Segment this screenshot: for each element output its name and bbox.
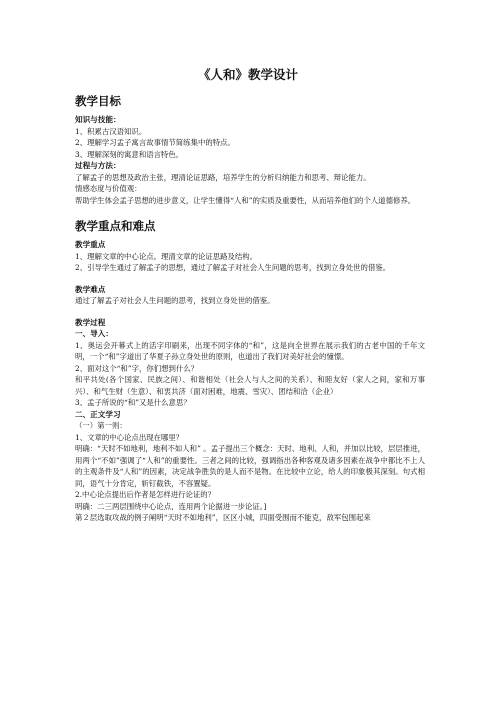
list-item: 和平共处(各个国家、民族之间）、和谐相处（社会人与人之间的关系）、和睦友好（家人之间，家和万事兴）、和气生财（生意）、和衷共济（面对困难，地震、雪灾）、团结和洽（企业） [75,375,425,396]
list-item: 明确：“天时不如地利，地利不如人和” 。孟子提出三个概念：天时、地利、人和，并加以比较，层层推进，用两个“不如”强调了“人和”的重要性。三者之间的比较，强调指出各种客观及诸多因素在战争中都比不上人的主观条件及“人和”的因素，决定战争胜负的是人而不是物。在比较中立论，给人的印象极其深刻。句式相同，语气十分肯定，斩钉截铁，不容置疑。 [75,444,425,488]
list-item: 1、积累古汉语知识。 [75,126,147,136]
list-item: 3、孟子所说的“和”又是什么意思？ [75,398,191,407]
subheading-knowledge: 知识与技能： [75,115,121,124]
section-heading-goals: 教学目标 [75,94,121,108]
list-item: 2、面对这个“和”字，你们想到什么？ [75,363,199,373]
list-item: 1、文章的中心论点出现在哪里？ [75,432,184,442]
subheading-process: 过程与方法： [75,161,121,170]
paragraph: 了解孟子的思想及政治主张，理清论证思路，培养学生的分析归纳能力和思考、辩论能力。 [75,172,371,182]
list-item: 3、理解深刻的寓意和语言特色。 [75,149,184,159]
list-item: 明确：二三两层围绕中心论点，连用两个论据进一步论证。] [75,501,267,511]
subheading-focus: 教学重点 [75,240,106,249]
paragraph: 通过了解孟子对社会人生问题的思考，找到立身处世的借鉴。 [75,296,275,305]
page-title: 《人和》教学设计 [197,67,298,82]
paragraph: 帮助学生体会孟子思想的进步意义，让学生懂得“人和”的实质及重要性，从而培养他们的个人道德修养。 [75,195,416,205]
section-heading-key-points: 教学重点和难点 [75,219,156,233]
paragraph-attitude-label: 情感态度与价值观： [75,184,142,193]
subheading-study: 二、正文学习 [75,409,121,419]
section-heading-process: 教学过程 [75,317,106,327]
subheading-difficulty: 教学难点 [75,284,106,294]
list-item: 1、奥运会开幕式上的活字印刷来，出现不同字体的“和”，这是向全世界在展示我们的古老中国的千年文明，一个“和”字道出了华夏子孙立身处世的原则，也道出了我们对美好社会的憧憬。 [75,340,425,361]
list-item: 1、理解文章的中心论点。理清文章的论证思路及结构。 [75,251,258,261]
subheading-intro: 一、导入： [75,329,113,338]
document-body [75,94,425,524]
list-item: 2、理解学习孟子寓言故事情节简练集中的特点。 [75,138,235,147]
list-item: 2.中心论点提出后作者是怎样进行论证的？ [75,490,216,499]
list-item: 2、引导学生通过了解孟子的思想，通过了解孟子对社会人生问题的思考，找到立身处世的借鉴。 [75,263,391,272]
list-item: 第２层选取攻战的例子阐明“天时不如地利”，区区小城，四面受围而不能克，敌军包围起来 [75,513,371,522]
subheading-study-part: （一）第一则： [75,421,127,430]
